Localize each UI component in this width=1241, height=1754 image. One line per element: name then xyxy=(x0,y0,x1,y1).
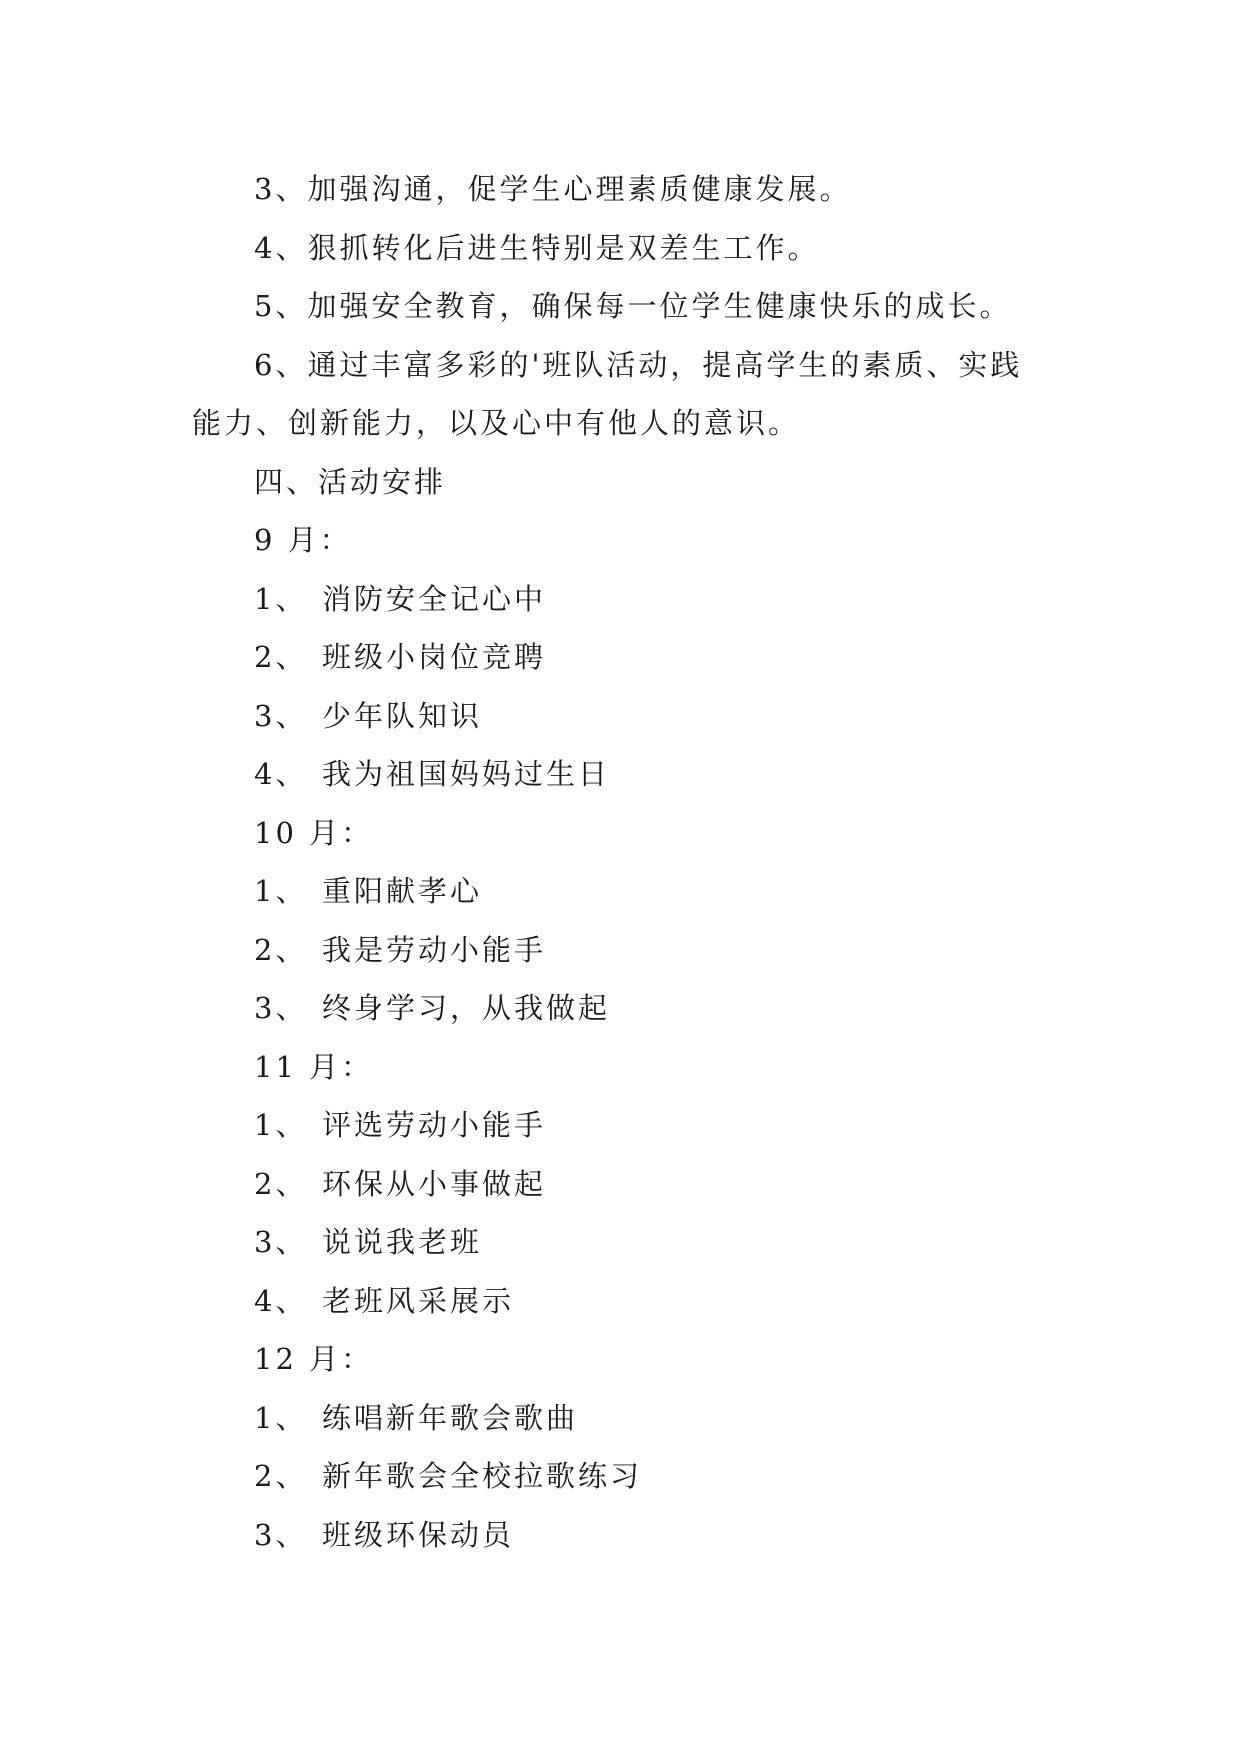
list-item-number: 2、 xyxy=(254,1459,308,1493)
list-item xyxy=(192,1213,1052,1272)
month-heading-october: 10 月： xyxy=(254,815,374,850)
list-item xyxy=(192,862,1052,921)
list-item xyxy=(192,1389,1052,1448)
month-heading-november: 11 月： xyxy=(254,1049,374,1084)
list-item xyxy=(192,1272,1052,1331)
paragraph-item-6-line-2: 能力、创新能力，以及心中有他人的意识。 xyxy=(192,406,801,440)
list-item xyxy=(192,921,1052,980)
paragraph-item-3: 3、加强沟通，促学生心理素质健康发展。 xyxy=(254,172,852,206)
list-item xyxy=(192,979,1052,1038)
list-item-text: 终身学习，从我做起 xyxy=(322,991,611,1025)
list-item-number: 3、 xyxy=(254,991,308,1025)
list-item xyxy=(192,628,1052,687)
month-heading-september: 9 月： xyxy=(254,523,352,557)
list-item-number: 3、 xyxy=(254,1517,308,1552)
paragraph-item-5: 5、加强安全教育，确保每一位学生健康快乐的成长。 xyxy=(254,289,1012,323)
list-item-text: 班级小岗位竞聘 xyxy=(322,640,547,674)
list-item-number: 2、 xyxy=(254,1166,308,1201)
paragraph-item-4: 4、狠抓转化后进生特别是双差生工作。 xyxy=(254,230,820,265)
list-item-number: 1、 xyxy=(254,1400,308,1435)
list-item-number: 1、 xyxy=(254,581,308,616)
list-item-text: 消防安全记心中 xyxy=(322,581,547,616)
list-item xyxy=(192,1506,1052,1565)
list-item-number: 1、 xyxy=(254,874,308,908)
list-item-number: 4、 xyxy=(254,1283,308,1318)
list-item xyxy=(192,1447,1052,1506)
list-item-text: 少年队知识 xyxy=(322,698,483,733)
list-item xyxy=(192,745,1052,804)
list-item-text: 老班风采展示 xyxy=(322,1283,515,1318)
list-item-text: 我为祖国妈妈过生日 xyxy=(322,757,611,791)
list-item xyxy=(192,1155,1052,1214)
list-item-number: 3、 xyxy=(254,1225,308,1259)
list-item-number: 4、 xyxy=(254,757,308,791)
list-item-text: 环保从小事做起 xyxy=(322,1166,547,1201)
list-item-text: 班级环保动员 xyxy=(322,1517,515,1552)
section-heading: 四、活动安排 xyxy=(254,464,447,499)
list-item-text: 评选劳动小能手 xyxy=(322,1108,547,1142)
list-item-number: 3、 xyxy=(254,698,308,733)
list-item-text: 新年歌会全校拉歌练习 xyxy=(322,1459,643,1493)
list-item xyxy=(192,687,1052,746)
list-item xyxy=(192,570,1052,629)
list-item-text: 重阳献孝心 xyxy=(322,874,483,908)
list-item-number: 1、 xyxy=(254,1108,308,1142)
list-item-text: 练唱新年歌会歌曲 xyxy=(322,1400,579,1435)
list-item-number: 2、 xyxy=(254,932,308,967)
month-heading-december: 12 月： xyxy=(254,1342,374,1376)
list-item-text: 说说我老班 xyxy=(322,1225,483,1259)
paragraph-item-6-line-1: 6、通过丰富多彩的'班队活动，提高学生的素质、实践 xyxy=(254,347,1023,382)
list-item-number: 2、 xyxy=(254,640,308,674)
list-item xyxy=(192,1096,1052,1155)
document-body xyxy=(192,160,1052,1564)
list-item-text: 我是劳动小能手 xyxy=(322,932,547,967)
